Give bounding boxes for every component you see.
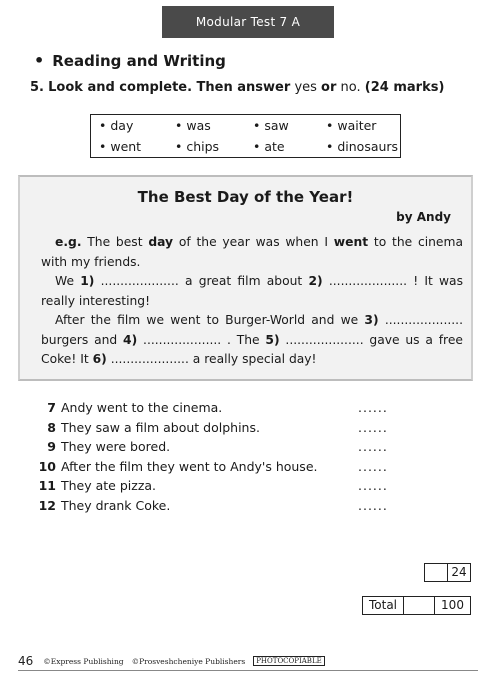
bullet-icon: • — [34, 51, 45, 70]
question-row — [38, 418, 398, 438]
total-label: Total — [363, 597, 404, 614]
photocopiable-label: PHOTOCOPIABLE — [253, 656, 325, 666]
answer-blank[interactable]: ...... — [358, 439, 388, 455]
word-item: • went — [99, 139, 142, 154]
page-number: 46 — [18, 654, 34, 668]
answer-blank[interactable]: ...... — [358, 478, 388, 494]
task-marks: (24 marks) — [364, 80, 445, 95]
answer-blank[interactable]: ...... — [358, 458, 388, 474]
story-title: The Best Day of the Year! — [137, 188, 354, 206]
word-box — [90, 114, 401, 158]
word-item: • saw — [253, 118, 289, 133]
story-text — [41, 233, 463, 370]
story-paragraph-2: After the film we went to Burger-World and we 3) .................... burgers and 4) .................... . The 5) .................... gave us a free Coke! It 6) .................... a really special day! — [41, 313, 463, 366]
answer-blank[interactable]: ...... — [358, 400, 388, 416]
test-header — [162, 6, 334, 38]
question-text: Andy went to the cinema. — [61, 400, 223, 416]
question-list — [38, 398, 398, 515]
word-item: • waiter — [326, 118, 377, 133]
total-max-score: 100 — [441, 598, 464, 612]
publisher-credit: ©Prosveshcheniye Publishers — [131, 656, 246, 666]
task-yes: yes — [294, 80, 317, 95]
story-author: by Andy — [396, 210, 451, 224]
word-item: • ate — [253, 139, 285, 154]
question-text: They drank Coke. — [61, 497, 171, 513]
task-instruction — [30, 80, 444, 95]
word-item: • was — [175, 118, 211, 133]
task-instruction-text: Look and complete. Then answer — [48, 80, 291, 95]
word-item: • dinosaurs — [326, 139, 399, 154]
story-paragraph-1: We 1) .................... a great film about 2) .................... ! It was really interesting! — [41, 274, 463, 308]
total-score-field[interactable] — [404, 597, 435, 614]
page-footer — [18, 654, 325, 668]
question-number: 10 — [38, 458, 56, 474]
question-text: They ate pizza. — [61, 478, 157, 494]
question-row — [38, 437, 398, 457]
story-box — [18, 175, 473, 381]
question-number: 9 — [47, 439, 56, 455]
question-row — [38, 398, 398, 418]
publisher-credit: ©Express Publishing — [43, 656, 124, 666]
task-max-score: 24 — [451, 565, 467, 579]
section-title: Reading and Writing — [52, 51, 226, 70]
test-title: Modular Test 7 A — [195, 15, 301, 29]
question-number: 12 — [38, 497, 56, 513]
answer-blank[interactable]: ...... — [358, 419, 388, 435]
question-number: 11 — [38, 478, 56, 494]
word-item: • day — [99, 118, 134, 133]
question-text: They saw a film about dolphins. — [61, 419, 260, 435]
question-row — [38, 476, 398, 496]
story-example: e.g. The best day of the year was when I went to the cinema with my friends. — [41, 235, 463, 269]
task-score-box — [424, 563, 471, 582]
task-no: no. — [340, 80, 361, 95]
word-item: • chips — [175, 139, 220, 154]
question-row — [38, 457, 398, 477]
question-text: After the film they went to Andy's house. — [61, 458, 318, 474]
task-or: or — [321, 80, 337, 95]
question-row — [38, 496, 398, 516]
task-score-field[interactable] — [425, 564, 448, 581]
footer-divider — [18, 670, 478, 671]
task-number: 5. — [30, 80, 44, 95]
question-number: 8 — [47, 419, 56, 435]
total-score-box — [362, 596, 471, 615]
answer-blank[interactable]: ...... — [358, 497, 388, 513]
section-heading — [34, 51, 226, 70]
question-number: 7 — [47, 400, 56, 416]
question-text: They were bored. — [61, 439, 171, 455]
